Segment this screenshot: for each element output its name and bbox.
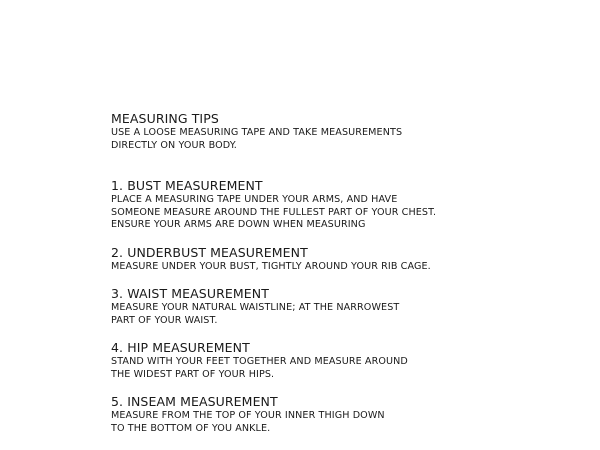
- bust-measurement-line: ENSURE YOUR ARMS ARE DOWN WHEN MEASURING: [111, 219, 366, 230]
- hip-measurement-line: THE WIDEST PART OF YOUR HIPS.: [111, 368, 275, 380]
- inseam-measurement-section: [111, 395, 581, 435]
- underbust-measurement-line: MEASURE UNDER YOUR BUST, TIGHTLY AROUND YOUR RIB CAGE.: [111, 260, 431, 272]
- inseam-measurement-text: [111, 410, 581, 435]
- hip-measurement-line: STAND WITH YOUR FEET TOGETHER AND MEASURE AROUND: [111, 356, 408, 367]
- waist-measurement-text: [111, 302, 581, 327]
- measuring-tips-intro: [111, 112, 581, 152]
- waist-measurement-section: [111, 287, 581, 327]
- hip-measurement-text: [111, 356, 581, 381]
- inseam-measurement-line: MEASURE FROM THE TOP OF YOUR INNER THIGH DOWN: [111, 410, 385, 421]
- hip-measurement-title: 4. HIP MEASUREMENT: [111, 340, 250, 355]
- underbust-measurement-title: 2. UNDERBUST MEASUREMENT: [111, 244, 308, 260]
- bust-measurement-section: [111, 179, 581, 232]
- waist-measurement-title: 3. WAIST MEASUREMENT: [111, 286, 269, 301]
- measuring-guide: [111, 112, 581, 449]
- measuring-tips-title: MEASURING TIPS: [111, 111, 219, 126]
- inseam-measurement-title: 5. INSEAM MEASUREMENT: [111, 394, 278, 409]
- bust-measurement-text: [111, 194, 581, 232]
- measuring-tips-text: [111, 127, 581, 152]
- bust-measurement-line: SOMEONE MEASURE AROUND THE FULLEST PART OF YOUR CHEST.: [111, 206, 437, 218]
- waist-measurement-line: PART OF YOUR WAIST.: [111, 314, 218, 326]
- underbust-measurement-section: [111, 246, 581, 274]
- underbust-measurement-text: [111, 261, 581, 274]
- waist-measurement-line: MEASURE YOUR NATURAL WAISTLINE; AT THE NARROWEST: [111, 302, 400, 313]
- hip-measurement-section: [111, 341, 581, 381]
- inseam-measurement-line: TO THE BOTTOM OF YOU ANKLE.: [111, 422, 271, 434]
- measuring-tips-line: DIRECTLY ON YOUR BODY.: [111, 139, 237, 151]
- measuring-tips-line: USE A LOOSE MEASURING TAPE AND TAKE MEASUREMENTS: [111, 127, 403, 138]
- bust-measurement-line: PLACE A MEASURING TAPE UNDER YOUR ARMS, AND HAVE: [111, 194, 398, 205]
- bust-measurement-title: 1. BUST MEASUREMENT: [111, 178, 263, 193]
